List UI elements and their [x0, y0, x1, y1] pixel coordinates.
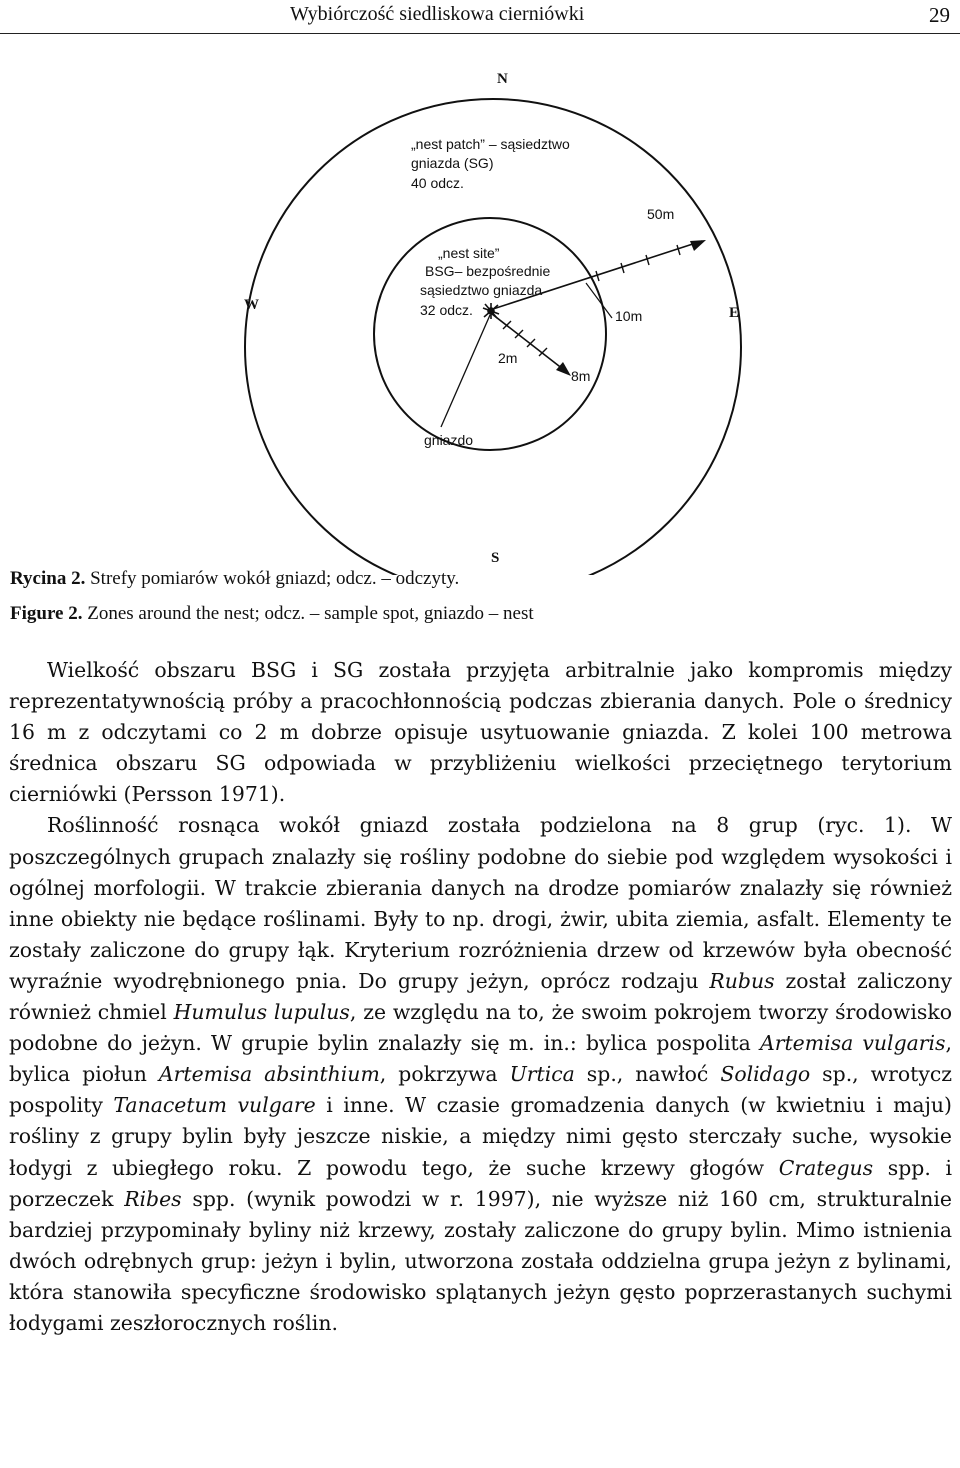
- page-number: 29: [929, 3, 950, 27]
- caption-english-text: Zones around the nest; odcz. – sample spot, gniazdo – nest: [82, 603, 534, 624]
- species-solidago: Solidago: [720, 1062, 811, 1087]
- inner-zone-label-1: „nest site”: [438, 245, 500, 261]
- west-label: W: [244, 297, 259, 313]
- p2-text-6: sp., nawłoć: [574, 1062, 721, 1087]
- inner-zone-label-4: 32 odcz.: [420, 302, 473, 318]
- species-urtica: Urtica: [509, 1062, 575, 1087]
- east-label: E: [729, 305, 740, 321]
- nest-zones-figure: [0, 55, 960, 575]
- nest-zones-diagram: [0, 55, 960, 575]
- p2-text-8: i inne. W czasie gromadzenia danych (w kwietniu i maju) rośliny z grupy bylin były jeszcze niskie, a między nimi gęsto sterczały suche, wysokie łodygi z ubiegłego roku. Z powodu tego, że suche krzewy głogów: [9, 1093, 952, 1180]
- p2-text-2: został zaliczony również chmiel: [9, 968, 952, 1025]
- species-humulus: Humulus lupulus: [173, 1000, 350, 1025]
- distance-label-2m: 2m: [498, 350, 518, 366]
- caption-polish: [10, 568, 459, 590]
- running-header: [0, 0, 960, 34]
- species-tanacetum: Tanacetum vulgare: [113, 1093, 316, 1118]
- distance-label-8m: 8m: [571, 368, 591, 384]
- running-title: Wybiórczość siedliskowa cierniówki: [290, 3, 585, 25]
- p2-text-10: spp. (wynik powodzi w r. 1997), nie wyższe niż 160 cm, strukturalnie bardziej przypominały byliny niż krzewy, zostały zaliczone do grupy bylin. Mimo istnienia dwóch odrębnych grup: jeżyn i bylin, utworzona została oddzielna grupa jeżyn z bylinami, która stanowiła specyficzne środowisko splątanych jeżyn gęsto poprzerastanych suchymi łodygami zeszłorocznych roślin.: [9, 1186, 952, 1335]
- species-artemisia-vulgaris: Artemisa vulgaris: [760, 1031, 946, 1056]
- p2-text-1: Roślinność rosnąca wokół gniazd została podzielona na 8 grup (ryc. 1). W poszczególnych grupach znalazły się rośliny podobne do siebie pod względem wysokości i ogólnej morfologii. W trakcie zbierania danych na drodze pomiarów znalazły się również inne obiekty nie będące roślinami. Były to np. drogi, żwir, ubita ziemia, asfalt. Elementy te zostały zaliczone do grupy łąk. Kryterium rozróżnienia drzew od krzewów była obecność wyraźnie wyodrębnionego pnia. Do grupy jeżyn, oprócz rodzaju: [9, 813, 952, 993]
- inner-zone-label-2: BSG– bezpośrednie: [425, 263, 551, 279]
- p2-text-4: , bylica piołun: [9, 1031, 952, 1087]
- inner-zone-label-3: sąsiedztwo gniazda: [420, 282, 543, 298]
- caption-polish-text: Strefy pomiarów wokół gniazd; odcz. – odczyty.: [85, 568, 460, 589]
- outer-zone-label-3: 40 odcz.: [411, 175, 464, 191]
- transect-short-arrowhead: [556, 362, 571, 376]
- transect-long-ticks: [596, 245, 680, 281]
- distance-label-50m: 50m: [647, 206, 675, 222]
- paragraph-1: Wielkość obszaru BSG i SG została przyjęta arbitralnie jako kompromis między reprezentatywnością próby a pracochłonnością podczas zbierania danych. Pole o średnicy 16 m z odczytami co 2 m dobrze opisuje usytuowanie gniazda. Z kolei 100 metrowa średnica obszaru SG odpowiada w przybliżeniu wielkości przeciętnego terytorium cierniówki (Persson 1971).: [9, 658, 952, 807]
- outer-zone-label-1: „nest patch” – sąsiedztwo: [411, 136, 570, 152]
- outer-zone-label-2: gniazda (SG): [411, 155, 494, 171]
- p2-text-3: , ze względu na to, że swoim pokrojem tworzy środowisko podobne do jeżyn. W grupie bylin znalazły się m. in.: bylica pospolita: [9, 1000, 952, 1056]
- nest-label: gniazdo: [424, 432, 474, 448]
- distance-label-10m: 10m: [615, 308, 643, 324]
- transect-long-arrowhead: [690, 240, 706, 251]
- paragraph-2: [9, 810, 952, 1339]
- body-text: [9, 655, 952, 1339]
- caption-english-label: Figure 2.: [10, 603, 83, 624]
- north-label: N: [497, 71, 508, 87]
- p2-text-7: sp., wrotycz pospolity: [9, 1062, 953, 1118]
- species-ribes: Ribes: [124, 1186, 182, 1211]
- p2-text-5: , pokrzywa: [379, 1062, 510, 1087]
- nest-pointer-line: [441, 315, 490, 427]
- south-label: S: [491, 550, 500, 566]
- p2-text-9: spp. i porzeczek: [9, 1155, 952, 1211]
- caption-polish-label: Rycina 2.: [10, 568, 86, 589]
- species-artemisia-absinthium: Artemisa absinthium: [158, 1062, 380, 1087]
- species-rubus: Rubus: [709, 968, 775, 993]
- pointer-10m: [586, 283, 612, 318]
- species-crataegus: Crategus: [778, 1155, 874, 1180]
- caption-english: [10, 603, 534, 625]
